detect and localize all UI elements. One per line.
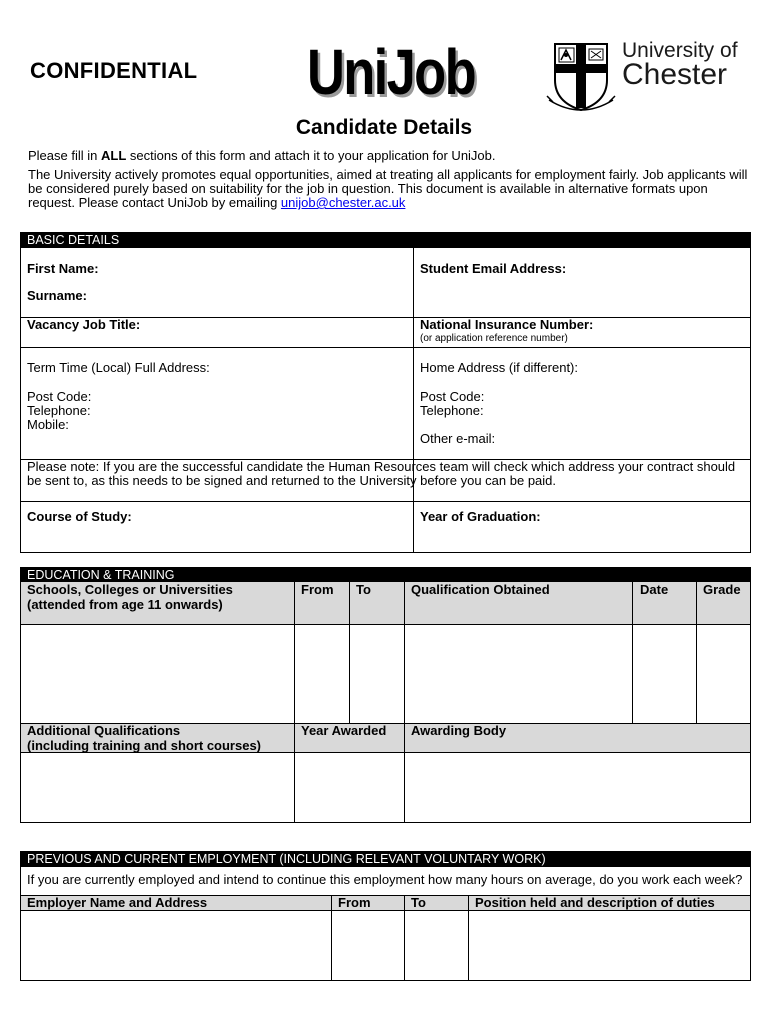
employment-heading: PREVIOUS AND CURRENT EMPLOYMENT (INCLUDING RELEVANT VOLUNTARY WORK) [21, 852, 750, 866]
telephone-label: Telephone: [27, 403, 91, 418]
education-heading: EDUCATION & TRAINING [21, 568, 750, 582]
hours-question: If you are currently employed and intend to continue this employment how many hours on average, do you work each week? [27, 872, 743, 887]
hr-note: Please note: If you are the successful candidate the Human Resources team will check which address your contract should be sent to, as this needs to be signed and returned to the University before you can be paid. [27, 459, 736, 488]
col-year-awarded: Year Awarded [301, 723, 387, 738]
first-name-label: First Name: [27, 261, 99, 276]
unijob-logo: UniJob [307, 36, 475, 108]
col-additional-qualifications: Additional Qualifications [27, 723, 181, 738]
employment-table [20, 851, 751, 981]
col-schools-sub: (attended from age 11 onwards) [27, 597, 223, 612]
university-name-line2: Chester [622, 58, 728, 91]
mobile-label: Mobile: [27, 417, 69, 432]
intro-equal-opportunities: The University actively promotes equal opportunities, aimed at treating all applicants for employment fairly. Job applicants will be considered purely based on suitability for the job in question. This document is available in alternative formats upon request. Please contact UniJob by emailing unijob@chester.ac.uk [28, 167, 748, 210]
home-telephone-label: Telephone: [420, 403, 484, 418]
surname-label: Surname: [27, 288, 87, 303]
confidential-label: CONFIDENTIAL [30, 58, 198, 83]
col-additional-sub: (including training and short courses) [27, 738, 262, 753]
university-crest-icon [545, 40, 617, 114]
col-schools: Schools, Colleges or Universities [27, 582, 233, 597]
basic-details-heading: BASIC DETAILS [21, 233, 750, 247]
unijob-email-link[interactable]: unijob@chester.ac.uk [280, 195, 406, 210]
page-title: Candidate Details [295, 116, 473, 139]
year-of-graduation-label: Year of Graduation: [420, 509, 541, 524]
col-awarding-body: Awarding Body [411, 723, 507, 738]
ni-number-note: (or application reference number) [420, 333, 568, 344]
col-position: Position held and description of duties [475, 895, 715, 910]
col-qualification: Qualification Obtained [411, 582, 550, 597]
col-date: Date [640, 582, 669, 597]
vacancy-job-title-label: Vacancy Job Title: [27, 317, 141, 332]
student-email-label: Student Email Address: [420, 261, 567, 276]
col-emp-from: From [338, 895, 371, 910]
col-from: From [301, 582, 334, 597]
other-email-label: Other e-mail: [420, 431, 496, 446]
col-employer: Employer Name and Address [27, 895, 208, 910]
home-address-label: Home Address (if different): [420, 360, 578, 375]
col-to: To [356, 582, 371, 597]
col-emp-to: To [411, 895, 426, 910]
ni-number-label: National Insurance Number: [420, 317, 594, 332]
education-table [20, 567, 751, 823]
term-address-label: Term Time (Local) Full Address: [27, 360, 210, 375]
post-code-label: Post Code: [27, 389, 92, 404]
intro-instruction: Please fill in ALL sections of this form and attach it to your application for UniJob. [28, 148, 496, 163]
course-of-study-label: Course of Study: [27, 509, 132, 524]
home-post-code-label: Post Code: [420, 389, 485, 404]
university-name-line1: University of [622, 39, 738, 62]
basic-details-table [20, 232, 751, 553]
col-grade: Grade [703, 582, 741, 597]
